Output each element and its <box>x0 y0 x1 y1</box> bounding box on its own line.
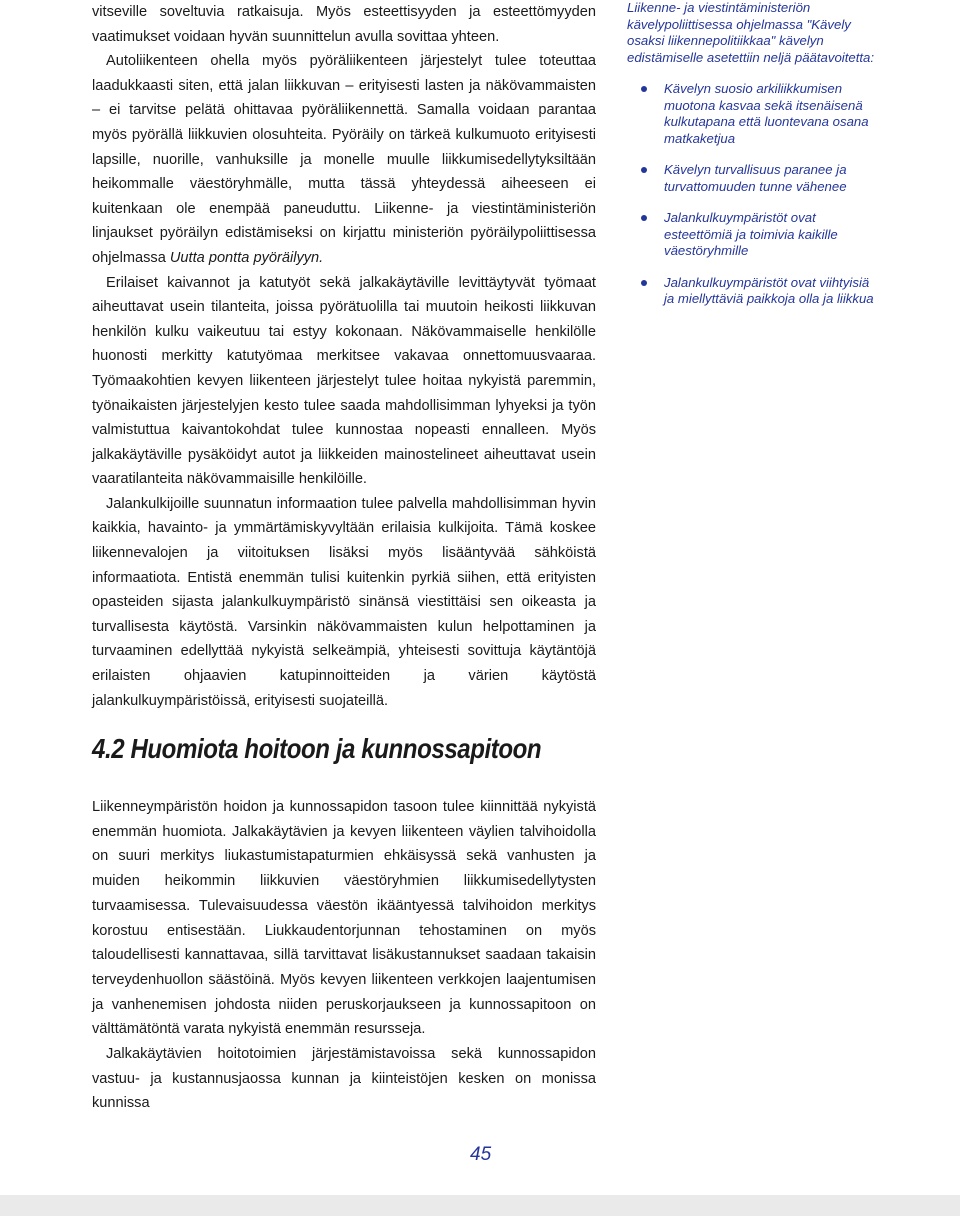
paragraph-information: Jalankulkijoille suunnatun informaation tulee palvella mahdollisimman hyvin kaikkia, havainto- ja ymmärtämiskyvyltään erilaisia kulkijoita. Tämä koskee liikennevalojen ja viitoituksen lisäksi myös lisääntyvää sähköistä informaatiota. Entistä enemmän tulisi kuitenkin pyrkiä siihen, että erityisten opasteiden sijasta jalankulkuympäristö sinänsä viestittäisi sen oikeasta ja turvallisesta käytöstä. Varsinkin näkövammaisten kulun helpottaminen ja turvaaminen edellyttää nykyistä selkeämpiä, yhteisesti sovittuja käytäntöjä erilaisten ohjaavien katupinnoitteiden ja värien käytöstä jalankulkuympäristöissä, erityisesti suojateillä. <box>92 495 596 709</box>
footer-band <box>0 1195 960 1216</box>
goal-item <box>627 81 877 147</box>
main-column <box>92 0 596 713</box>
goal-item <box>627 275 877 308</box>
goal-text: Kävelyn suosio arkiliikkumisen muotona kasvaa sekä itsenäisenä kulkutapana että luontevana osana matkaketjua <box>664 81 869 146</box>
bullet-icon <box>641 280 647 286</box>
goal-text: Jalankulkuympäristöt ovat viihtyisiä ja miellyttäviä paikkoja olla ja liikkua <box>664 274 874 306</box>
sidebar-note <box>627 0 877 323</box>
bullet-icon <box>641 86 647 92</box>
paragraph-cycling-text: Autoliikenteen ohella myös pyöräliikenteen järjestelyt tulee toteuttaa laadukkaasti siten, että jalan liikkuvan – erityisesti lasten ja näkövammaisten – ei tarvitse pelätä ohittavaa pyöräliikennettä. Samalla voidaan parantaa myös pyörällä liikkuvien olosuhteita. Pyöräily on tärkeä kulkumuoto erityisesti lapsille, nuorille, vanhuksille ja monelle muulle liikkumisedellytyksiltään heikommalle väestöryhmälle, mutta tässä yhteydessä aiheeseen ei kuitenkaan ole enempää paneuduttu. Liikenne- ja viestintäministeriön linjaukset pyöräilyn edistämiseksi on kirjattu ministeriön pyöräilypoliittisessa ohjelmassa <box>92 53 596 266</box>
section-heading: 4.2 Huomiota hoitoon ja kunnossapitoon <box>92 733 542 764</box>
paragraph-responsibility: Jalkakäytävien hoitotoimien järjestämistavoissa sekä kunnossapidon vastuu- ja kustannusjaossa kunnan ja kiinteistöjen kesken on monissa kunnissa <box>92 1046 596 1112</box>
page-number: 45 <box>470 1144 492 1165</box>
paragraph-roadworks: Erilaiset kaivannot ja katutyöt sekä jalkakäytäville levittäytyvät työmaat aiheuttavat usein tilanteita, joissa pyörätuolilla tai muutoin heikosti liikkuvan henkilön kulku vaikeutuu tai estyy kokonaan. Näkövammaiselle henkilölle huonosti merkitty katutyömaa merkitsee vakavaa onnettomuusvaaraa. Työmaakohtien kevyen liikenteen järjestelyt tulee hoitaa nykyistä paremmin, työnaikaisten järjestelyjen kesto tulee saada mahdollisimman lyhyeksi ja työn valmistuttua kaivantokohdat tulee kunnostaa nopeasti ennalleen. Myös jalkakäytäville pysäköidyt autot ja liikkeiden mainostelineet aiheuttavat usein vaaratilanteita näkövammaisille henkilöille. <box>92 274 596 488</box>
bullet-icon <box>641 167 647 173</box>
bullet-icon <box>641 215 647 221</box>
goal-item <box>627 210 877 260</box>
goal-list <box>627 81 877 308</box>
paragraph-maintenance: Liikenneympäristön hoidon ja kunnossapidon tasoon tulee kiinnittää nykyistä enemmän huomiota. Jalkakäytävien ja kevyen liikenteen väylien talvihoidolla on suuri merkitys liukastumistapaturmien ehkäisyssä sekä vanhusten ja muiden heikommin liikkuvien väestöryhmien liikkumisedellytysten turvaamisessa. Tulevaisuudessa väestön ikääntyessä talvihoidon merkitys korostuu entisestään. Liukkaudentorjunnan tehostaminen on myös taloudellisesti kannattavaa, sillä tarvittavat lisäkustannukset saadaan takaisin terveydenhuollon säästöinä. Myös kevyen liikenteen verkkojen laajentumisen ja vanhenemisen johdosta niiden peruskorjaukseen ja kunnossapitoon on välttämätöntä varata nykyistä enemmän resursseja. <box>92 799 596 1038</box>
paragraph-cycling <box>92 49 596 270</box>
goal-item <box>627 162 877 195</box>
section-body <box>92 795 596 1116</box>
goal-text: Kävelyn turvallisuus paranee ja turvattomuuden tunne vähenee <box>664 162 847 194</box>
sidebar-intro: Liikenne- ja viestintäministeriön kävelypoliittisessa ohjelmassa "Kävely osaksi liikennepolitiikkaa" kävelyn edistämiselle asetettiin neljä päätavoitetta: <box>627 0 875 65</box>
program-title: Uutta pontta pyöräilyyn. <box>169 249 324 266</box>
goal-text: Jalankulkuympäristöt ovat esteettömiä ja toimivia kaikille väestöryhmille <box>664 210 838 258</box>
paragraph-continuation: vitseville soveltuvia ratkaisuja. Myös esteettisyyden ja esteettömyyden vaatimukset voidaan hyvän suunnittelun avulla sovittaa yhteen. <box>92 4 596 45</box>
